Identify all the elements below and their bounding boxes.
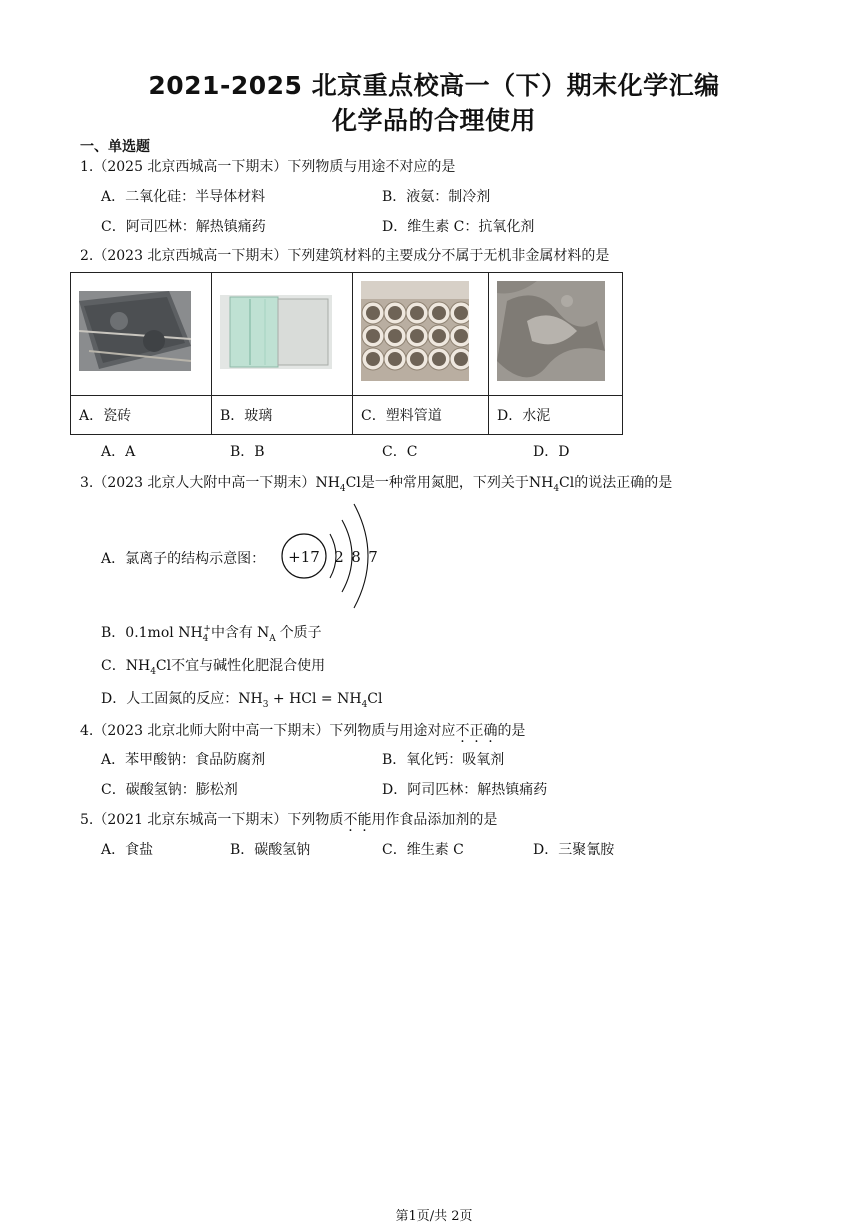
page-subtitle: 化学品的合理使用 (331, 106, 536, 135)
q3-option-b[interactable]: B．0.1mol $NH_4^+$中含有 $N_A$ 个质子 (101, 624, 322, 644)
q5-option-b[interactable]: B．碳酸氢钠 (230, 842, 311, 858)
q3-source: 3.（2023 北京人大附中高一下期末） (80, 475, 316, 491)
tile-image-cell (71, 273, 212, 396)
question-5-stem: 5.（2021 北京东城高一下期末）下列物质不能用作食品添加剂的是 (80, 812, 498, 828)
q3-stem-suffix: 的说法正确的是 (574, 475, 673, 491)
section-heading: 一、单选题 (80, 139, 150, 155)
emphasis-dot-char: 不 (455, 723, 470, 739)
q5-option-a[interactable]: A．食盐 (101, 842, 154, 858)
q3-formula-2: $NH_4Cl$ (528, 475, 575, 494)
question-2-stem: 2.（2023 北京西城高一下期末）下列建筑材料的主要成分不属于无机非金属材料的是 (80, 248, 610, 264)
chloride-ion-structure-diagram (278, 500, 388, 610)
q3-option-d[interactable]: D．人工固氮的反应：$NH_3$ + HCl = $NH_4Cl$ (101, 691, 383, 710)
shell-electrons-1: 2 (334, 548, 344, 566)
question-3-stem (80, 472, 672, 494)
q2-option-d[interactable]: D．D (533, 444, 570, 460)
q3-formula-1: $NH_4Cl$ (315, 475, 361, 494)
nucleus-charge: +17 (288, 548, 320, 566)
ceramic-tile-image (79, 291, 191, 371)
pipes-image-cell (353, 273, 489, 396)
page-title: 2021-2025 北京重点校高一（下）期末化学汇编 (148, 71, 720, 100)
material-label-d: D．水泥 (489, 396, 623, 435)
q4-option-c[interactable]: C．碳酸氢钠：膨松剂 (101, 782, 238, 798)
emphasis-dot-char: 不 (343, 812, 358, 828)
cement-image-cell (489, 273, 623, 396)
q4-option-a[interactable]: A．苯甲酸钠：食品防腐剂 (101, 752, 266, 768)
question-4-stem: 4.（2023 北京北师大附中高一下期末）下列物质与用途对应不正确的是 (80, 723, 526, 739)
q3-option-c[interactable]: C．$NH_4Cl$不宜与碱性化肥混合使用 (101, 658, 326, 677)
emphasis-dot-char: 正 (469, 723, 484, 739)
q1-option-b[interactable]: B．液氨：制冷剂 (382, 189, 491, 205)
plastic-pipes-image (361, 281, 469, 381)
shell-electrons-3: 7 (368, 548, 378, 566)
glass-image-cell (212, 273, 353, 396)
material-label-c: C．塑料管道 (353, 396, 489, 435)
cement-image (497, 281, 605, 381)
q2-option-b[interactable]: B．B (230, 444, 265, 460)
q3-stem-mid: 是一种常用氮肥，下列关于 (360, 475, 529, 491)
q4-option-d[interactable]: D．阿司匹林：解热镇痛药 (382, 782, 548, 798)
q2-option-c[interactable]: C．C (382, 444, 418, 460)
q2-option-a[interactable]: A．A (101, 444, 136, 460)
q1-option-a[interactable]: A．二氧化硅：半导体材料 (101, 189, 266, 205)
q5-option-c[interactable]: C．维生素 C (382, 842, 464, 858)
material-label-b: B．玻璃 (212, 396, 353, 435)
materials-table (70, 272, 623, 435)
shell-electrons-2: 8 (351, 548, 361, 566)
emphasis-dot-char: 确 (483, 723, 498, 739)
q1-option-c[interactable]: C．阿司匹林：解热镇痛药 (101, 219, 266, 235)
q5-option-d[interactable]: D．三聚氰胺 (533, 842, 615, 858)
glass-image (220, 295, 332, 369)
material-label-a: A．瓷砖 (71, 396, 212, 435)
q4-option-b[interactable]: B．氧化钙：吸氧剂 (382, 752, 505, 768)
emphasis-dot-char: 能 (357, 812, 372, 828)
question-1-stem: 1.（2025 北京西城高一下期末）下列物质与用途不对应的是 (80, 159, 456, 175)
q3-option-a[interactable]: A．氯离子的结构示意图： (101, 551, 266, 567)
page-footer: 第1页/共 2页 (395, 1209, 473, 1224)
q1-option-d[interactable]: D．维生素 C：抗氧化剂 (382, 219, 535, 235)
